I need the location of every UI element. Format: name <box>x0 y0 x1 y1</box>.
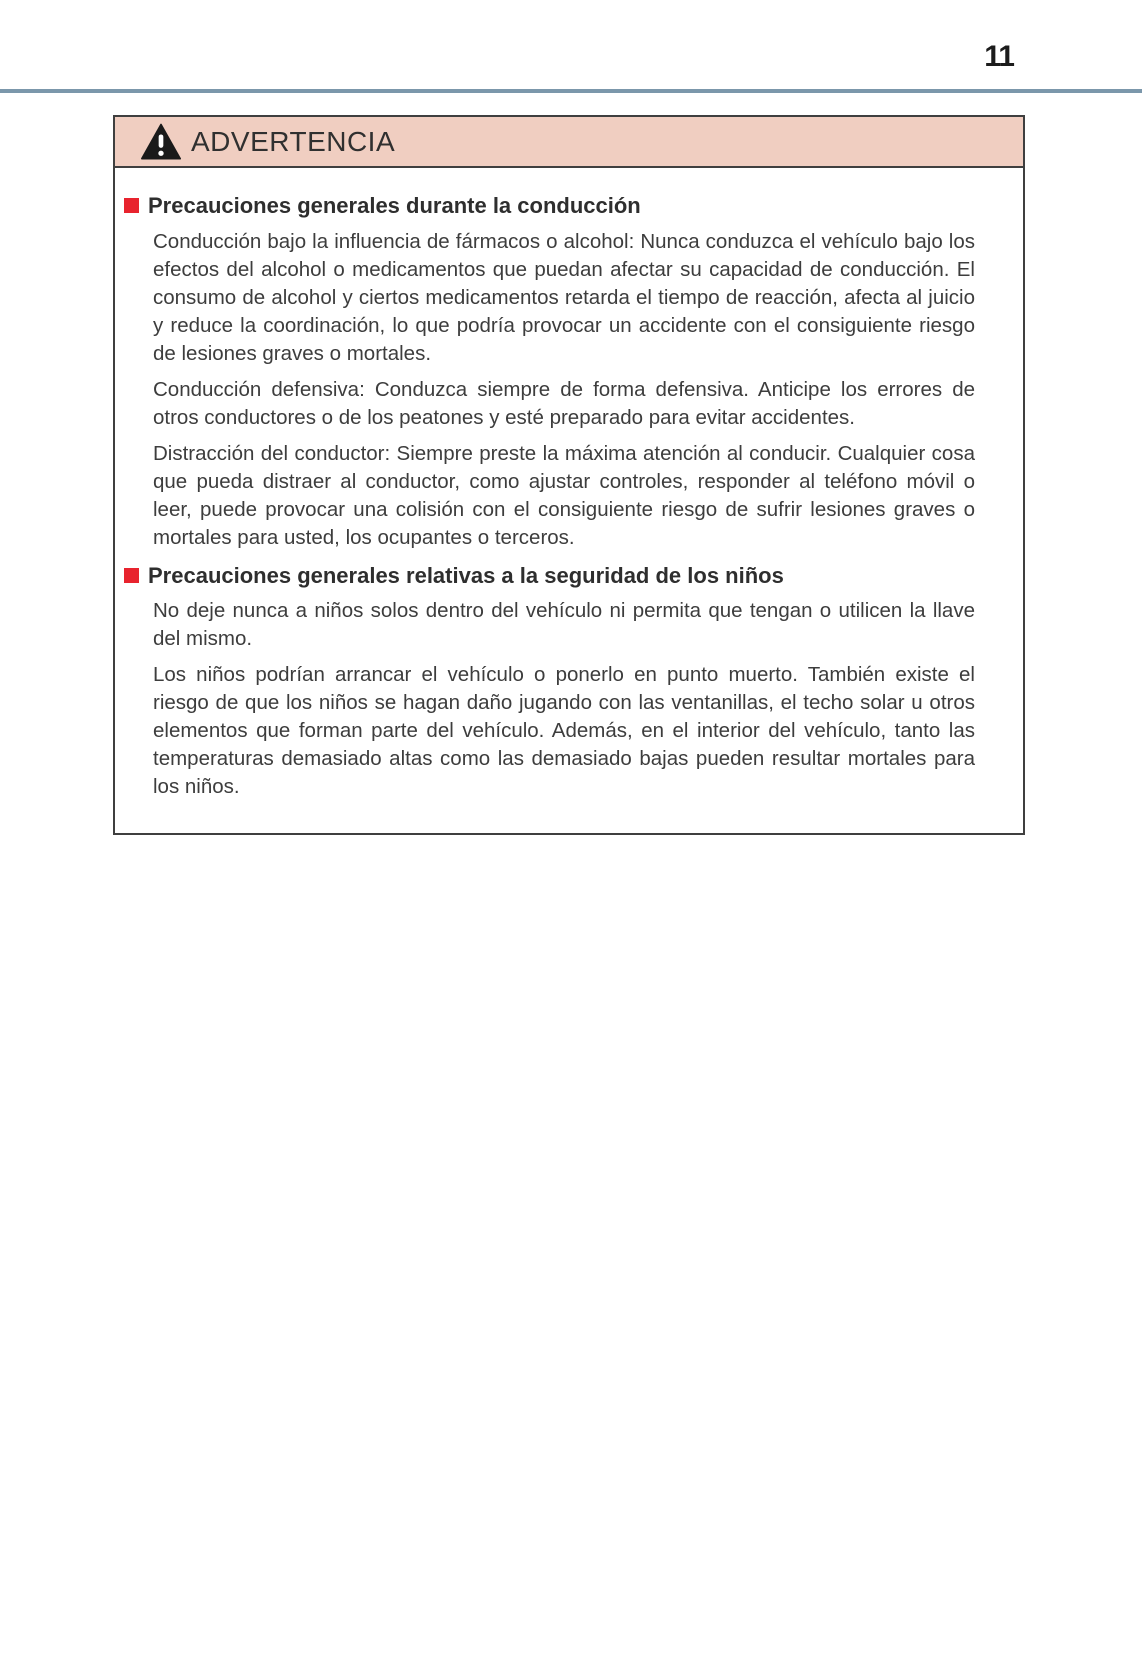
warning-title: ADVERTENCIA <box>191 125 396 157</box>
paragraph: Conducción defensiva: Conduzca siempre de forma defensiva. Anticipe los errores de otros conductores o de los peatones y esté preparado para evitar accidentes. <box>153 377 975 429</box>
warning-header <box>115 117 1023 168</box>
red-square-bullet-icon <box>124 198 139 213</box>
paragraph: Conducción bajo la influencia de fármacos o alcohol: Nunca conduzca el vehículo bajo los efectos del alcohol o medicamentos que puedan afectar su capacidad de conducción. El consumo de alcohol y ciertos medicamentos retarda el tiempo de reacción, afecta al juicio y reduce la coordinación, lo que podría provocar un accidente con el consiguiente riesgo de lesiones graves o mortales. <box>153 229 975 365</box>
warning-triangle-icon <box>141 123 181 161</box>
section-child-safety-precautions <box>124 562 975 802</box>
warning-box <box>113 115 1025 835</box>
paragraph: No deje nunca a niños solos dentro del vehículo ni permita que tengan o utilicen la llave del mismo. <box>153 599 975 650</box>
paragraph: Los niños podrían arrancar el vehículo o ponerlo en punto muerto. También existe el riesgo de que los niños se hagan daño jugando con las ventanillas, el techo solar u otros elementos que forman parte del vehículo. Además, en el interior del vehículo, tanto las temperaturas demasiado altas como las demasiado bajas pueden resultar mortales para los niños. <box>153 663 975 798</box>
red-square-bullet-icon <box>124 568 139 583</box>
section-heading <box>124 192 975 220</box>
paragraph: Distracción del conductor: Siempre preste la máxima atención al conducir. Cualquier cosa que pueda distraer al conductor, como ajustar controles, responder al teléfono móvil o leer, puede provocar una colisión con el consiguiente riesgo de sufrir lesiones graves o mortales para usted, los ocupantes o terceros. <box>153 441 975 549</box>
section-driving-precautions <box>124 192 975 552</box>
section-heading-text: Precauciones generales durante la conducción <box>148 193 641 218</box>
header-rule <box>0 89 1142 93</box>
section-heading-text: Precauciones generales relativas a la seguridad de los niños <box>148 562 784 588</box>
section-heading <box>124 562 975 590</box>
warning-content <box>115 168 1023 833</box>
page-number: 11 <box>984 40 1014 73</box>
